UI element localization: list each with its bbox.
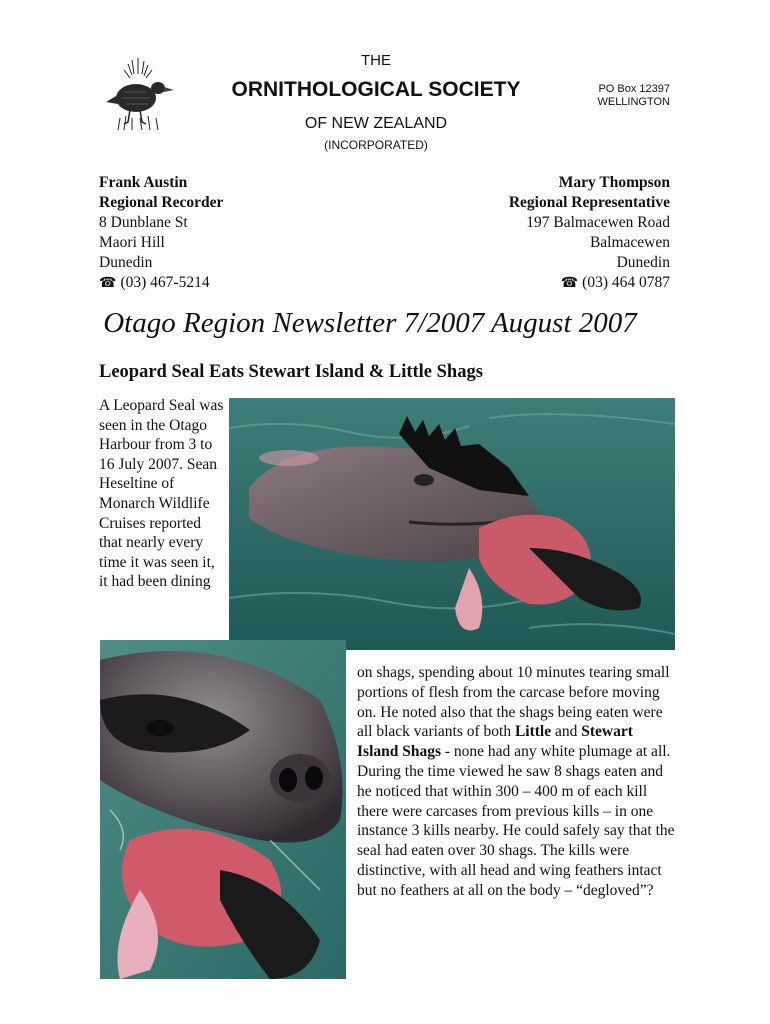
- contact-address2: Maori Hill: [99, 234, 165, 251]
- contact-address2: Balmacewen: [589, 234, 670, 251]
- article-intro: A Leopard Seal was seen in the Otago Harbour from 3 to 16 July 2007. Sean Heseltine of Monarch Wildlife Cruises reported that nearly every time it was seen it, it had been dining: [99, 397, 224, 591]
- contact-city: Dunedin: [616, 254, 670, 271]
- contact-city: Dunedin: [99, 254, 153, 271]
- society-of-nz: OF NEW ZEALAND: [304, 115, 448, 132]
- society-name: ORNITHOLOGICAL SOCIETY: [231, 78, 521, 101]
- species-stewart-island-shag: Stewart Island Shags: [357, 723, 633, 761]
- telephone-icon: ☎: [99, 276, 117, 291]
- po-box: PO Box 12397: [598, 83, 670, 95]
- contact-phone-line: [509, 273, 670, 294]
- body-text-part: - none had any white plumage at all. During the time viewed he saw 8 shags eaten and he noticed that within 300 – 400 m of each kill there were carcases from previous kills – in one instance 3 kills nearby. He could safely say that the seal had eaten over 30 shags. The kills were distinctive, with all head and wing feathers intact but no feathers at all on the body – “degloved”?: [357, 743, 675, 899]
- body-text-part: and: [551, 723, 582, 741]
- article-title: Leopard Seal Eats Stewart Island & Little Shags: [99, 362, 483, 382]
- contact-role: Regional Recorder: [99, 194, 224, 211]
- society-incorporated: (INCORPORATED): [324, 138, 428, 152]
- newsletter-title: Otago Region Newsletter 7/2007 August 2007: [103, 307, 637, 339]
- society-the: THE: [361, 52, 391, 69]
- contact-recorder: [99, 173, 223, 294]
- contact-name: Mary Thompson: [558, 174, 670, 191]
- contact-address1: 8 Dunblane St: [99, 214, 188, 231]
- article-body: [357, 663, 675, 901]
- contact-name: Frank Austin: [99, 174, 188, 191]
- leopard-seal-closeup-photo: [100, 640, 346, 979]
- body-text-part: on shags, spending about 10 minutes tearing small portions of flesh from the carcase before moving on. He noted also that the shags being eaten were all black variants of both: [357, 664, 670, 741]
- species-little-shag: Little: [514, 723, 552, 741]
- postal-address: [597, 83, 670, 109]
- contact-address1: 197 Balmacewen Road: [526, 214, 670, 231]
- contact-phone-line: [99, 273, 223, 294]
- telephone-icon: ☎: [560, 276, 579, 291]
- po-city: WELLINGTON: [597, 96, 670, 108]
- seal-closeup-photo: [100, 640, 346, 979]
- contact-phone: (03) 467-5214: [120, 274, 210, 291]
- contact-role: Regional Representative: [508, 194, 670, 211]
- contact-representative: [509, 173, 670, 294]
- leopard-seal-eating-shag-photo: [229, 398, 675, 650]
- contact-phone: (03) 464 0787: [582, 274, 670, 291]
- seal-eating-photo: [229, 398, 675, 650]
